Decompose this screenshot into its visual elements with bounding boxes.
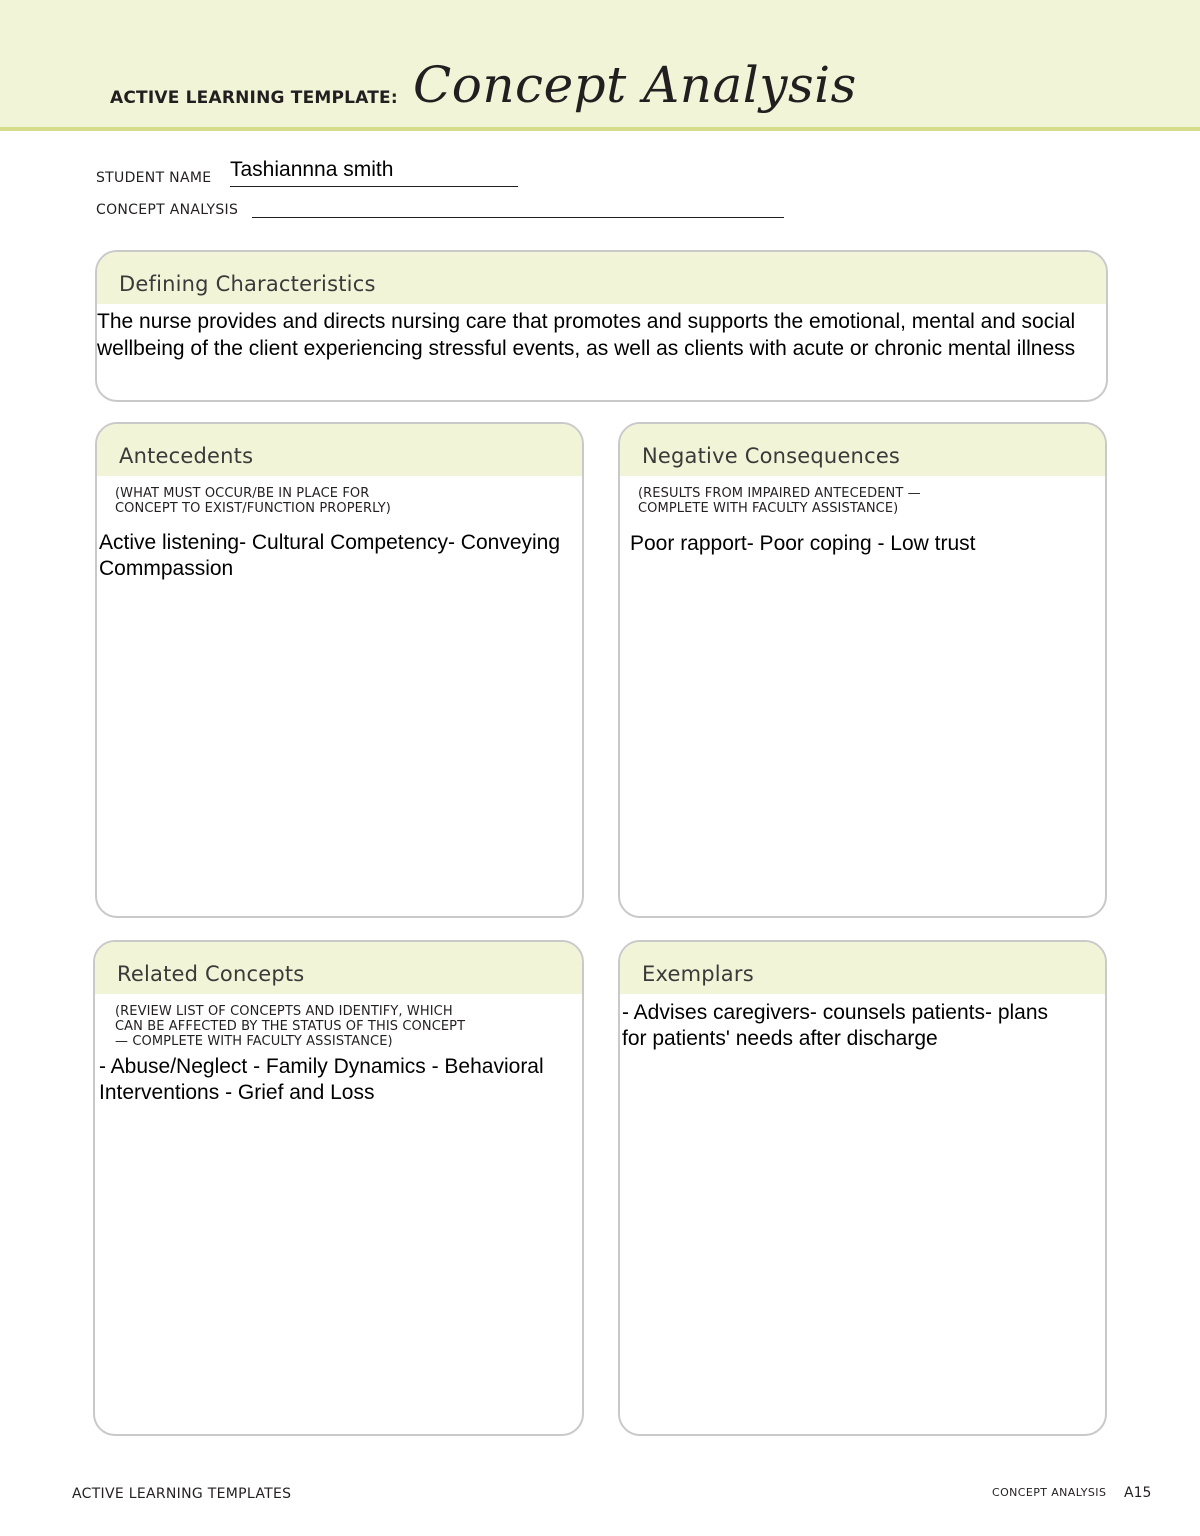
box-instructions	[115, 486, 391, 516]
defining-characteristics-text[interactable]: The nurse provides and directs nursing care that promotes and supports the emotional, mental and social wellbeing of the client experiencing stressful events, as well as clients with acute or chronic mental illness	[97, 310, 1076, 360]
instruction-line: CONCEPT TO EXIST/FUNCTION PROPERLY)	[115, 501, 391, 516]
antecedents-box	[95, 422, 584, 918]
negative-consequences-box	[618, 422, 1107, 918]
footer-section: CONCEPT ANALYSIS	[992, 1486, 1107, 1499]
box-title: Exemplars	[642, 962, 754, 986]
box-title: Defining Characteristics	[119, 272, 376, 296]
related-concepts-text[interactable]: - Abuse/Neglect - Family Dynamics - Behavioral Interventions - Grief and Loss	[99, 1055, 544, 1104]
concept-analysis-field[interactable]	[252, 217, 784, 218]
instruction-line: (WHAT MUST OCCUR/BE IN PLACE FOR	[115, 486, 370, 501]
defining-characteristics-box	[95, 250, 1108, 402]
footer-left: ACTIVE LEARNING TEMPLATES	[72, 1486, 292, 1502]
negative-consequences-text[interactable]: Poor rapport- Poor coping - Low trust	[630, 532, 976, 555]
box-title: Antecedents	[119, 444, 254, 468]
student-name-line	[230, 186, 518, 187]
exemplars-text[interactable]: - Advises caregivers- counsels patients- plans for patients' needs after discharge	[622, 1001, 1049, 1050]
instruction-line: CAN BE AFFECTED BY THE STATUS OF THIS CONCEPT	[115, 1019, 466, 1034]
student-name-label: STUDENT NAME	[96, 170, 212, 186]
exemplars-box	[618, 940, 1107, 1436]
instruction-line: (RESULTS FROM IMPAIRED ANTECEDENT —	[638, 486, 921, 501]
instruction-line: — COMPLETE WITH FACULTY ASSISTANCE)	[115, 1034, 393, 1049]
page-number: A15	[1124, 1485, 1152, 1501]
page-title: Concept Analysis	[413, 56, 857, 114]
related-concepts-box	[93, 940, 584, 1436]
box-title: Negative Consequences	[642, 444, 901, 468]
box-instructions	[638, 486, 921, 516]
concept-analysis-label: CONCEPT ANALYSIS	[96, 202, 239, 218]
student-name-field[interactable]: Tashiannna smith	[230, 158, 394, 181]
box-instructions	[115, 1004, 465, 1049]
antecedents-text[interactable]: Active listening- Cultural Competency- Conveying Commpassion	[99, 531, 561, 580]
instruction-line: (REVIEW LIST OF CONCEPTS AND IDENTIFY, WHICH	[115, 1004, 453, 1019]
template-label: ACTIVE LEARNING TEMPLATE:	[110, 88, 398, 108]
header-rule	[0, 127, 1200, 131]
instruction-line: COMPLETE WITH FACULTY ASSISTANCE)	[638, 501, 899, 516]
box-title: Related Concepts	[117, 962, 305, 986]
